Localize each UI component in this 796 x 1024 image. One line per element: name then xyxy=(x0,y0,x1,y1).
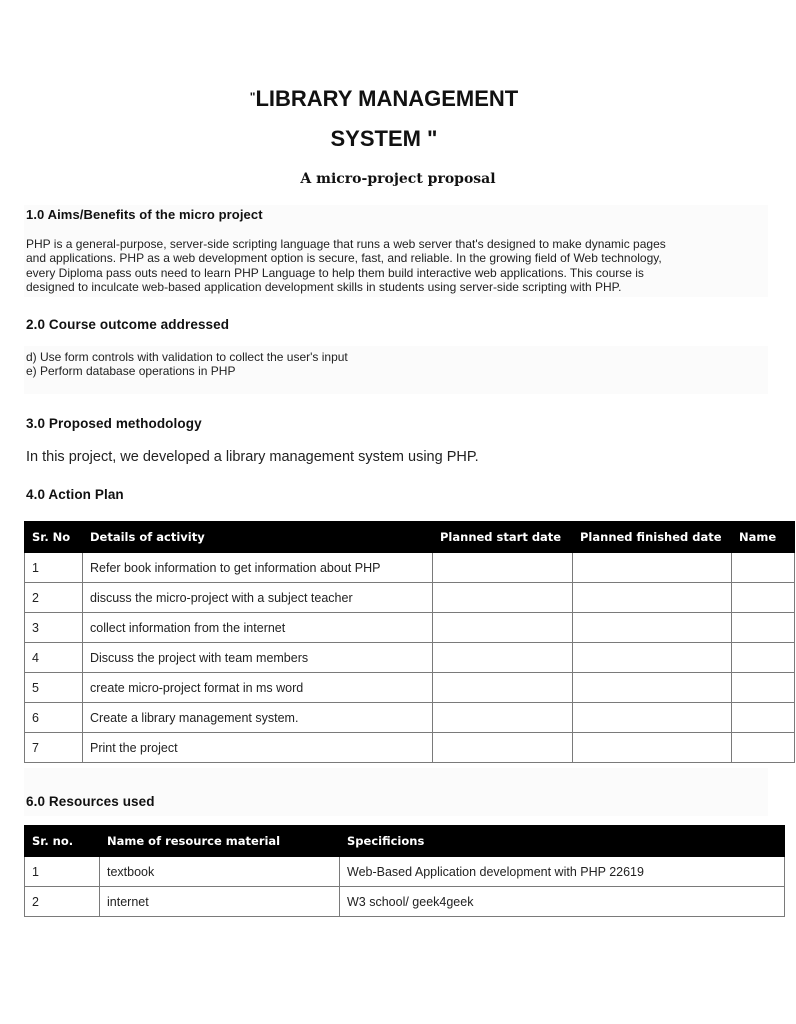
table-cell xyxy=(433,703,573,733)
table-cell: 2 xyxy=(25,887,100,917)
resources-heading: 6.0 Resources used xyxy=(26,794,155,809)
action-plan-heading: 4.0 Action Plan xyxy=(26,487,124,502)
table-cell: 7 xyxy=(25,733,83,763)
table-cell: 5 xyxy=(25,673,83,703)
methodology-heading: 3.0 Proposed methodology xyxy=(26,416,202,431)
action-plan-body xyxy=(25,553,795,763)
table-cell xyxy=(573,703,732,733)
table-cell: 2 xyxy=(25,583,83,613)
table-cell: 1 xyxy=(25,553,83,583)
column-header-resource-name: Name of resource material xyxy=(100,826,340,857)
table-cell: Create a library management system. xyxy=(83,703,433,733)
resource-row xyxy=(25,857,785,887)
document-title-line-1 xyxy=(0,86,768,112)
table-cell xyxy=(433,733,573,763)
column-header-sr-no: Sr. No xyxy=(25,522,83,553)
table-cell: Web-Based Application development with PHP 22619 xyxy=(340,857,785,887)
table-cell: Refer book information to get information about PHP xyxy=(83,553,433,583)
column-header-name: Name xyxy=(732,522,795,553)
methodology-text: In this project, we developed a library management system using PHP. xyxy=(26,449,479,465)
resources-body xyxy=(25,857,785,917)
column-header-start-date: Planned start date xyxy=(433,522,573,553)
resources-table xyxy=(24,825,785,917)
table-cell xyxy=(732,643,795,673)
table-cell xyxy=(732,733,795,763)
action-plan-row xyxy=(25,733,795,763)
aims-paragraph xyxy=(26,237,768,295)
resource-row xyxy=(25,887,785,917)
outcome-item: d) Use form controls with validation to collect the user's input xyxy=(26,350,348,364)
resources-header-row xyxy=(25,826,785,857)
table-cell xyxy=(573,733,732,763)
table-cell xyxy=(433,673,573,703)
table-cell xyxy=(433,613,573,643)
table-cell: Discuss the project with team members xyxy=(83,643,433,673)
aims-line: designed to inculcate web-based application development skills in students using server-side scripting with PHP. xyxy=(26,280,622,295)
table-cell xyxy=(573,583,732,613)
aims-line: every Diploma pass outs need to learn PHP Language to help them build interactive web applications. This course is xyxy=(26,265,644,280)
table-cell: 6 xyxy=(25,703,83,733)
aims-line: PHP is a general-purpose, server-side scripting language that runs a web server that's designed to make dynamic pages xyxy=(26,237,666,251)
table-cell xyxy=(732,673,795,703)
table-cell xyxy=(433,643,573,673)
action-plan-row xyxy=(25,703,795,733)
action-plan-row xyxy=(25,613,795,643)
table-cell: discuss the micro-project with a subject teacher xyxy=(83,583,433,613)
aims-line: and applications. PHP as a web development option is secure, fast, and reliable. In the growing field of Web technology, xyxy=(26,251,662,266)
action-plan-header-row xyxy=(25,522,795,553)
table-cell xyxy=(732,613,795,643)
outcome-heading: 2.0 Course outcome addressed xyxy=(26,317,230,332)
document-subtitle: A micro-project proposal xyxy=(300,171,496,187)
document-title-line-2: SYSTEM " xyxy=(330,126,438,151)
table-cell xyxy=(732,553,795,583)
action-plan-row xyxy=(25,583,795,613)
title-open-quote: " xyxy=(249,90,256,104)
action-plan-row xyxy=(25,553,795,583)
table-cell: textbook xyxy=(100,857,340,887)
table-cell: W3 school/ geek4geek xyxy=(340,887,785,917)
column-header-sr-no: Sr. no. xyxy=(25,826,100,857)
action-plan-row xyxy=(25,673,795,703)
action-plan-table xyxy=(24,521,795,763)
table-cell: 4 xyxy=(25,643,83,673)
table-cell xyxy=(573,613,732,643)
table-cell xyxy=(732,583,795,613)
outcome-list xyxy=(26,350,768,379)
column-header-specifications: Specificions xyxy=(340,826,785,857)
table-cell xyxy=(433,583,573,613)
table-cell: internet xyxy=(100,887,340,917)
table-cell: 3 xyxy=(25,613,83,643)
outcome-item: e) Perform database operations in PHP xyxy=(26,364,236,379)
aims-heading: 1.0 Aims/Benefits of the micro project xyxy=(26,207,263,222)
column-header-finish-date: Planned finished date xyxy=(573,522,732,553)
table-cell: collect information from the internet xyxy=(83,613,433,643)
table-cell: Print the project xyxy=(83,733,433,763)
table-cell xyxy=(732,703,795,733)
action-plan-row xyxy=(25,643,795,673)
table-cell xyxy=(573,673,732,703)
table-cell xyxy=(433,553,573,583)
table-cell xyxy=(573,643,732,673)
table-cell: 1 xyxy=(25,857,100,887)
table-cell: create micro-project format in ms word xyxy=(83,673,433,703)
title-text-line-1: LIBRARY MANAGEMENT xyxy=(255,86,519,111)
table-cell xyxy=(573,553,732,583)
column-header-details: Details of activity xyxy=(83,522,433,553)
